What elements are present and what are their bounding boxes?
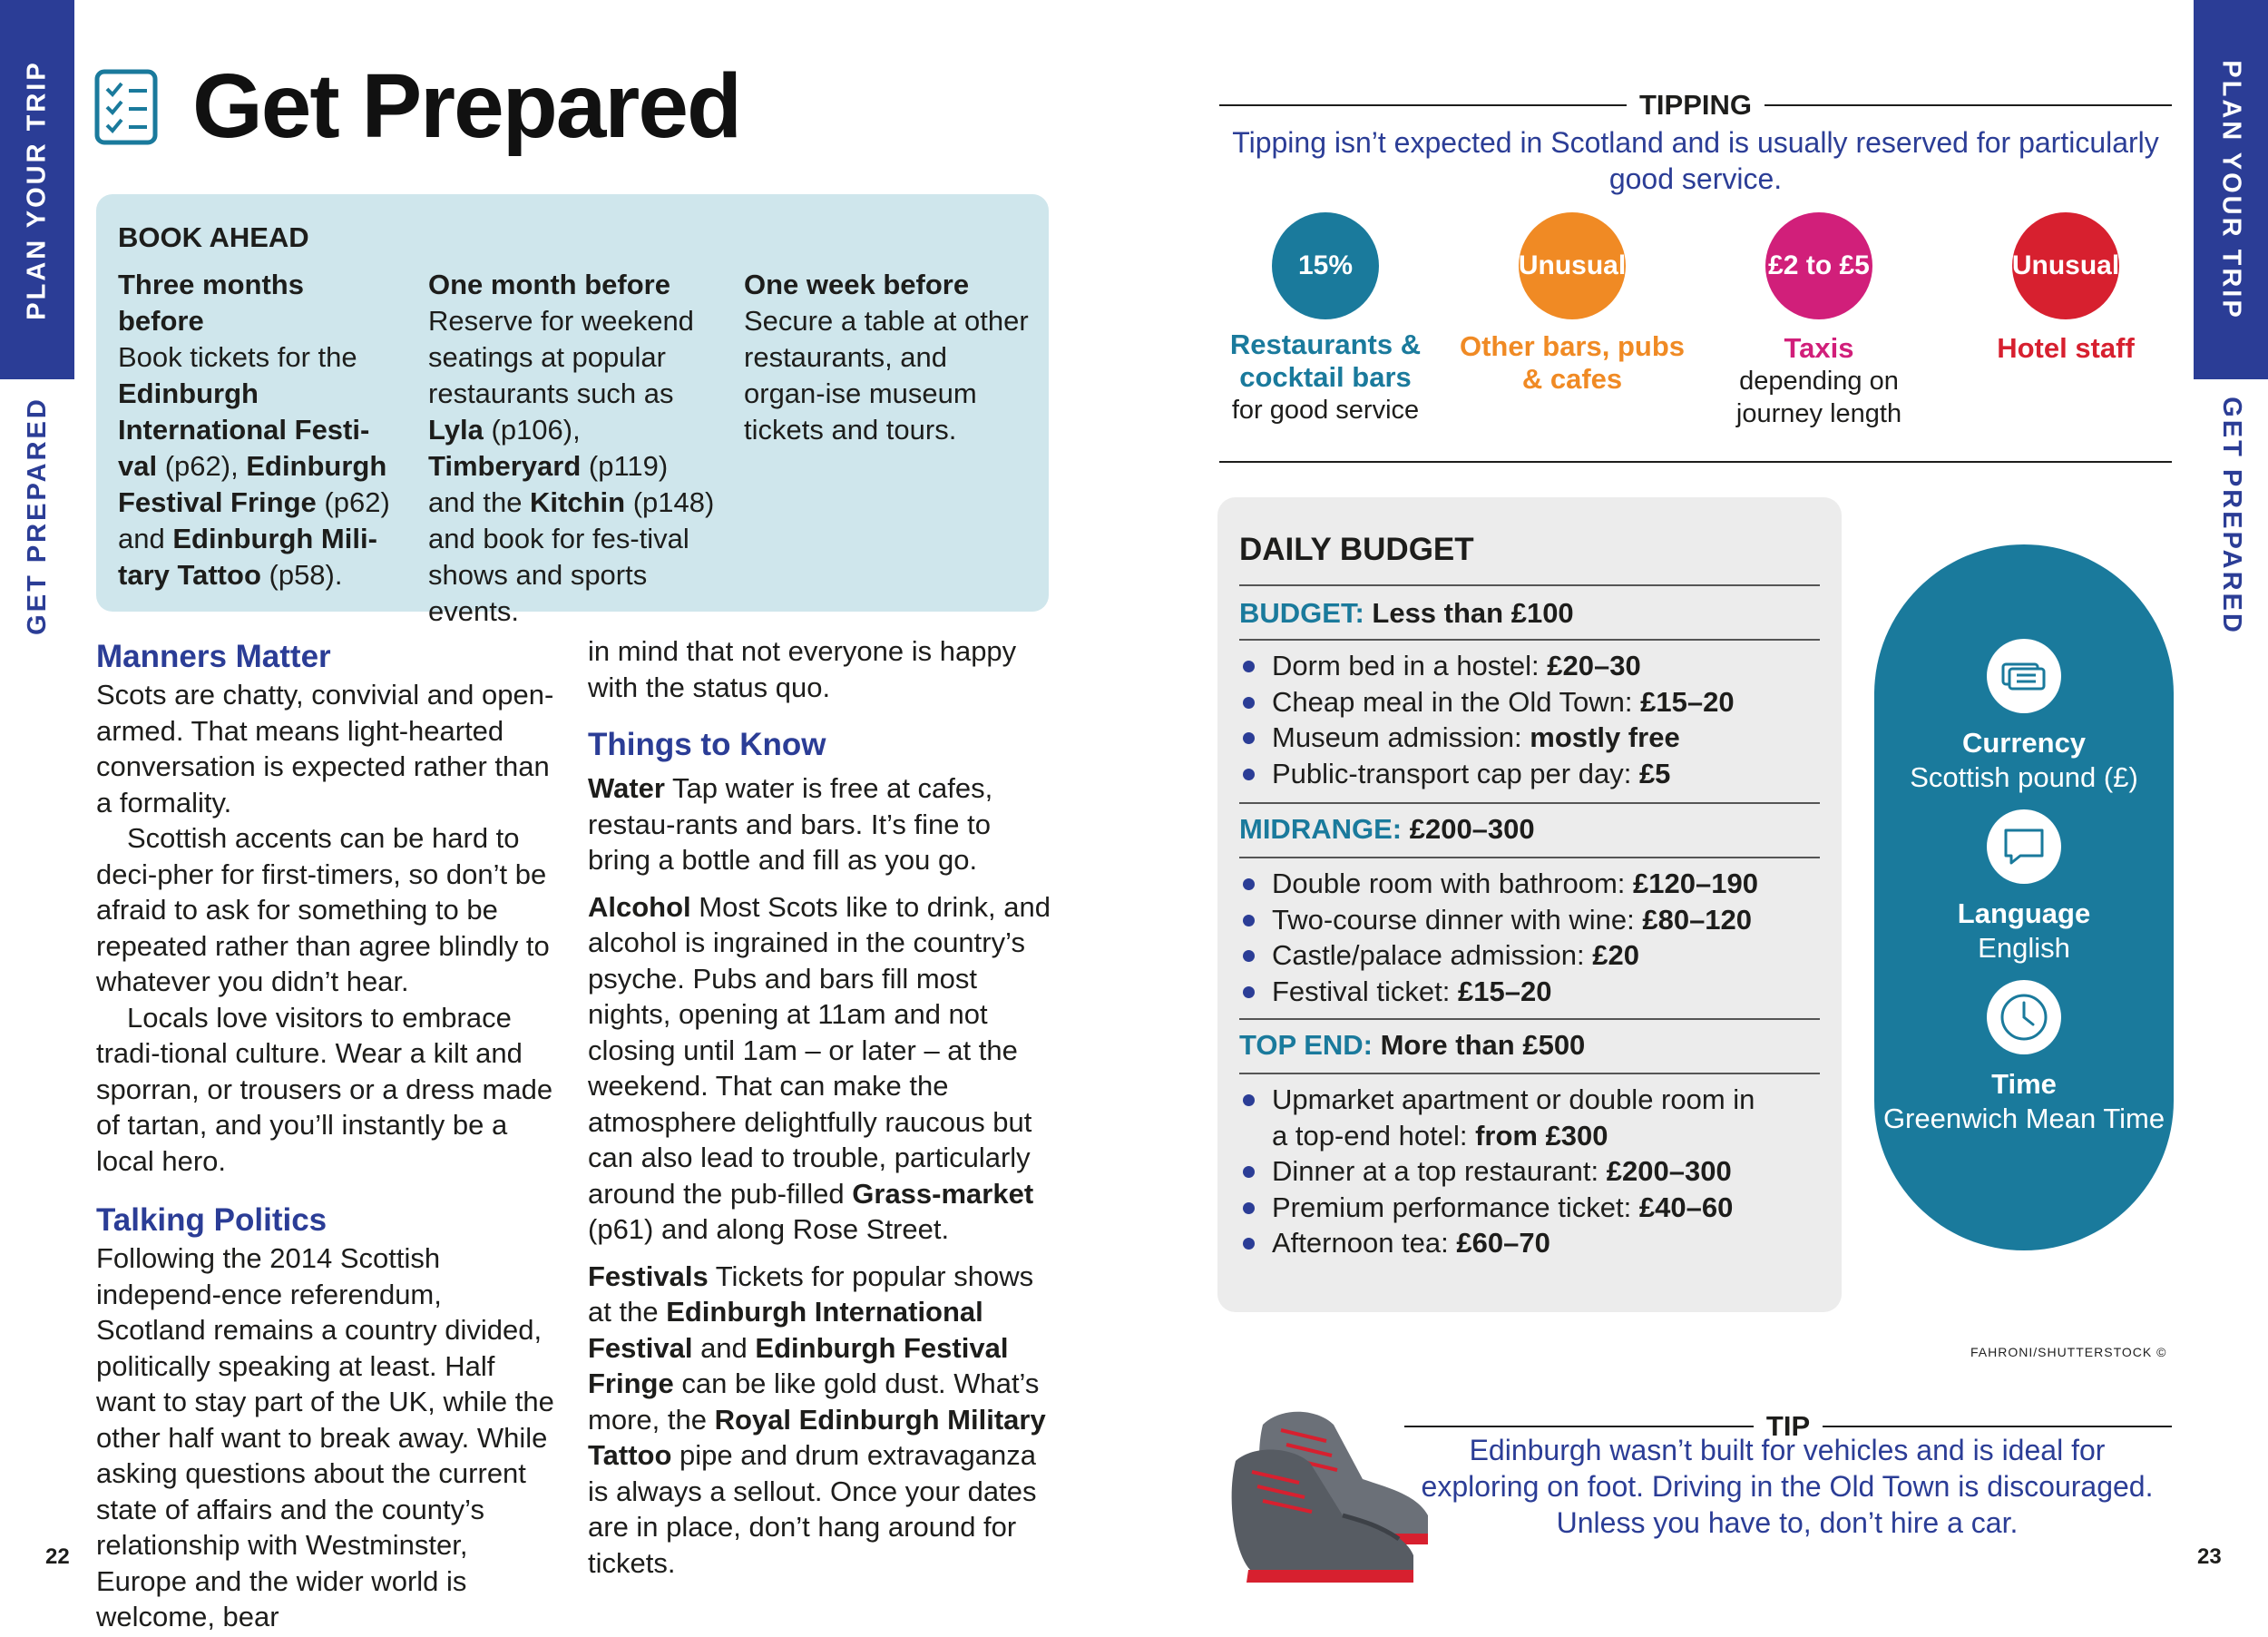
tipping-item-taxis [1696,212,1941,430]
budget-item: Two-course dinner with wine: £80–120 [1239,902,1820,938]
budget-tier-top-end: TOP END: More than £500 [1239,1029,1586,1061]
book-col-one-month [428,267,719,630]
left-text-column [96,637,559,1635]
book-col-one-week [744,267,1034,448]
section-label: PLAN YOUR TRIP [2216,59,2246,320]
tipping-item-restaurants [1203,212,1448,426]
budget-item: Premium performance ticket: £40–60 [1239,1190,1765,1226]
tipping-item-bars [1450,212,1695,396]
tip-text: Edinburgh wasn’t built for vehicles and is ideal for exploring on foot. Driving in the Old Town is discouraged. Unless you have to, don’t hire a car. [1421,1434,2154,1539]
budget-tier-budget: BUDGET: Less than £100 [1239,597,1574,629]
clock-icon [1987,980,2061,1054]
info-pill [1874,544,2174,1250]
things-entry-festivals: Festivals Tickets for popular shows at the Edinburgh International Festival and Edinburgh Festival Fringe can be like gold dust. What’s more, the Royal Edinburgh Military Tattoo pipe and drum extravaganza is always a sellout. Once your dates are in place, don’t hang around for tickets. [588,1260,1046,1579]
book-col-three-months [118,267,395,593]
info-value: Scottish pound (£) [1910,761,2138,793]
book-ahead-heading: BOOK AHEAD [118,221,309,253]
banknotes-icon [1987,639,2061,713]
chapter-label: GET PREPARED [22,396,52,635]
manners-paragraph: Scots are chatty, convivial and open-armed. That means light-hearted conversation is expected rather than a formality. [96,679,554,818]
tipping-label: Restaurants & cocktail bars [1229,328,1422,393]
info-value: English [1978,932,2070,964]
page-title: Get Prepared [192,55,741,157]
tipping-sub: depending on journey length [1735,367,1902,428]
tipping-item-hotel [1943,212,2188,365]
page-number-right: 23 [2197,1544,2222,1569]
budget-item: Dinner at a top restaurant: £200–300 [1239,1153,1765,1190]
tipping-badge: 15% [1272,212,1379,319]
right-side-tab [2194,0,2268,1637]
info-value: Greenwich Mean Time [1882,1103,2165,1134]
daily-budget-box [1217,497,1842,1312]
book-col-heading: One month before [428,269,670,300]
book-col-text: Reserve for weekend seatings at popular restaurants such as Lyla (p106), Timberyard (p119) and the Kitchin (p148) and book for fes-tival shows and sports events. [428,305,715,627]
budget-divider [1239,857,1820,858]
budget-divider [1239,639,1820,641]
budget-item: Cheap meal in the Old Town: £15–20 [1239,684,1820,720]
book-ahead-box [96,194,1049,627]
budget-list [1239,648,1820,791]
info-key: Language [1957,897,2091,929]
page-number-left: 22 [45,1544,70,1569]
things-entry-water: Water Tap water is free at cafes, restau-rants and bars. It’s fine to bring a bottle and fill as you go. [588,772,993,876]
budget-divider [1239,802,1820,804]
info-key: Currency [1961,727,2087,759]
budget-list [1239,1082,1765,1261]
checklist-icon [94,69,158,145]
tipping-label: Other bars, pubs & cafes [1459,330,1686,395]
tipping-sub: for good service [1231,396,1420,425]
tipping-heading: TIPPING [1639,89,1753,121]
manners-paragraph: Scottish accents can be hard to deci-pher for first-timers, so don’t be afraid to ask for something to be repeated rather than agree blindly to whatever you didn’t hear. [96,822,550,997]
budget-item: Dorm bed in a hostel: £20–30 [1239,648,1820,684]
politics-paragraph: Following the 2014 Scottish independ-ence referendum, Scotland remains a country divided, politically speaking at least. Half want to stay part of the UK, while the other half want to break away. While asking questions about the current state of affairs and the county’s relationship with Westminster, Europe and the wider world is welcome, bear [96,1242,554,1632]
tipping-heading-rule [1219,89,2172,122]
budget-heading: DAILY BUDGET [1239,532,1474,567]
book-col-heading: Three months before [118,269,304,337]
book-col-heading: One week before [744,269,970,300]
tipping-text: Tipping isn’t expected in Scotland and is usually reserved for particularly good service. [1232,126,2159,195]
tipping-badge: Unusual [1519,212,1626,319]
info-time [1874,980,2174,1136]
photo-credit: FAHRONI/SHUTTERSTOCK © [1970,1345,2167,1359]
budget-item: Castle/palace admission: £20 [1239,937,1820,974]
manners-paragraph: Locals love visitors to embrace tradi-tional culture. Wear a kilt and sporran, or trousers or a dress made of tartan, and you’ll instantly be a local hero. [96,1001,553,1177]
things-entry-alcohol: Alcohol Most Scots like to drink, and alcohol is ingrained in the country’s psyche. Pubs and bars fill most nights, opening at 11am and not closing until 1am – or later – at the weekend. That can make the atmosphere delightfully raucous but can also lead to trouble, particularly around the pub-filled Grass-market (p61) and along Rose Street. [588,890,1051,1245]
budget-list [1239,866,1820,1009]
budget-divider [1239,584,1820,586]
budget-item: Museum admission: mostly free [1239,720,1820,756]
things-heading: Things to Know [588,727,826,762]
book-col-text: Book tickets for the Edinburgh International Festi-val (p62), Edinburgh Festival Fringe (p62) and Edinburgh Mili-tary Tattoo (p58). [118,341,390,591]
budget-divider [1239,1018,1820,1020]
politics-heading: Talking Politics [96,1202,327,1238]
info-currency [1874,639,2174,795]
tipping-label: Taxis [1784,332,1854,364]
tipping-badge: £2 to £5 [1765,212,1872,319]
chapter-label: GET PREPARED [2216,396,2246,635]
info-key: Time [1991,1068,2057,1100]
budget-item: Festival ticket: £15–20 [1239,974,1820,1010]
budget-item: Upmarket apartment or double room in a top-end hotel: from £300 [1239,1082,1765,1153]
tipping-divider [1219,461,2172,463]
section-label: PLAN YOUR TRIP [22,59,52,320]
middle-text-column [588,633,1051,1592]
left-side-tab [0,0,74,1637]
speech-bubble-icon [1987,809,2061,884]
tipping-badge: Unusual [2012,212,2119,319]
budget-tier-midrange: MIDRANGE: £200–300 [1239,813,1535,845]
budget-item: Afternoon tea: £60–70 [1239,1225,1765,1261]
book-col-text: Secure a table at other restaurants, and organ-ise museum tickets and tours. [744,305,1029,446]
manners-heading: Manners Matter [96,639,331,674]
budget-divider [1239,1073,1820,1074]
info-language [1874,809,2174,966]
budget-item: Public-transport cap per day: £5 [1239,756,1820,792]
budget-item: Double room with bathroom: £120–190 [1239,866,1820,902]
tip-heading: TIP [1765,1410,1811,1442]
politics-continued: in mind that not everyone is happy with the status quo. [588,635,1017,703]
tipping-label: Hotel staff [1997,332,2135,364]
